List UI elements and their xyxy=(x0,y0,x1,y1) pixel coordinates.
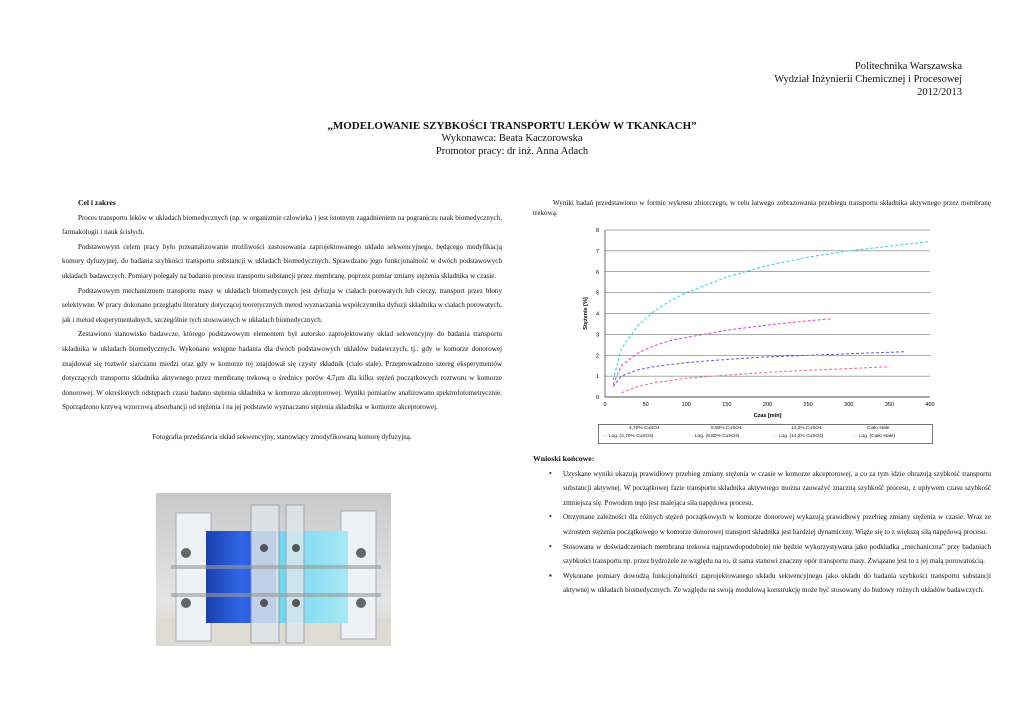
section-title: Cel i zakres xyxy=(78,198,116,207)
header xyxy=(774,60,962,99)
y-tick-label: 1 xyxy=(595,374,599,381)
x-tick-label: 250 xyxy=(803,402,813,408)
list-item: • Uzyskane wyniki ukazują prawidłowy przebieg zmiany stężenia w czasie w komorze akceptorowej, a co za tym idzie obrazują szybkość transportu substancji aktywnej. W początkowej fazie transportu składnika aktywnego można zauważyć znaczną szybkość procesu, z upływem czasu szybkość zmniejsza się. Powodem tego jest malejąca siła napędowa procesu. xyxy=(549,468,991,507)
bullet-icon: • xyxy=(549,512,552,522)
x-tick-label: 400 xyxy=(925,402,935,408)
legend-entry: - - Log. (Ciało stałe) xyxy=(853,434,896,439)
x-tick-label: 150 xyxy=(722,402,732,408)
y-tick-label: 2 xyxy=(595,353,599,360)
y-tick-label: 4 xyxy=(595,311,599,318)
y-tick-label: 0 xyxy=(595,395,599,401)
legend-entry: - - Log. (8,80% CuSO4) xyxy=(689,434,740,439)
y-tick-label: 5 xyxy=(595,290,599,297)
conclusions-title: Wnioski końcowe: xyxy=(533,454,595,463)
conclusions xyxy=(533,452,991,598)
y-tick-label: 8 xyxy=(595,228,599,234)
x-tick-label: 350 xyxy=(884,402,894,408)
paragraph: Podstawowym celem pracy było przeanalizowanie możliwości zastosowania zaprojektowanego układu sekwencyjnego, będącego modyfikacją komory dyfuzyjnej, do badania szybkości transportu substancji w układach biomedycznych. Sprawdzano jego funkcjonalność w dwóch podstawowych układach badawczych. Pomiary polegały na badaniu procesu transportu substancji przez membranę, poprzez pomiar zmiany stężenia składnika w czasie. xyxy=(62,242,502,280)
institution: Politechnika Warszawska xyxy=(854,61,962,72)
conclusions-list xyxy=(533,467,991,598)
diffusion-cell-photo xyxy=(156,493,391,646)
year: 2012/2013 xyxy=(917,87,962,98)
y-axis-label: Stężenie [%] xyxy=(583,297,589,330)
chart-intro: Wyniki badań przedstawiono w formie wykresu zbiorczego, w celu łatwego zobrazowania przebiegu transportu składnika aktywnego przez membranę trekową. xyxy=(533,199,991,217)
x-tick-label: 300 xyxy=(844,402,854,408)
list-item: • Stosowana w doświadczeniach membrana trekowa najprawdopodobniej nie będzie wykorzystywana jako podkładka „mechaniczna” przy badaniach szybkości transportu np. przez hydrożele ze względu na to, iż sama stanowi znaczny opór transportu masy. Związane jest to z jej małą porowatością. xyxy=(549,541,991,566)
photo-caption: Fotografia przedstawia układ sekwencyjny, stanowiący zmodyfikowaną komorę dyfuzyjną. xyxy=(152,432,412,441)
legend-entry: Ciało stałe xyxy=(867,426,890,431)
left-column xyxy=(62,196,502,445)
author: Wykonawca: Beata Kaczorowska xyxy=(441,133,583,144)
y-tick-label: 3 xyxy=(595,332,599,339)
chart-legend xyxy=(598,424,933,444)
bullet-icon: ▪ xyxy=(549,570,552,580)
x-tick-label: 100 xyxy=(681,402,691,408)
x-tick-label: 200 xyxy=(762,402,773,408)
series-line xyxy=(621,367,889,393)
faculty: Wydział Inżynierii Chemicznej i Procesowej xyxy=(774,74,962,85)
list-item: • Otrzymane zależności dla różnych stężeń początkowych w komorze donorowej wykazują prawidłowy przebieg zmiany stężenia w czasie. Wraz ze wzrostem stężenia początkowego w komorze donorowej transport składnika jest bardziej dynamiczny. Wiąże się to z większą siłą napędową procesu. xyxy=(549,512,991,536)
series-line xyxy=(613,242,930,381)
paragraph: Podstawowym mechanizmem transportu masy w układach biomedycznych jest dyfuzja w ciałach porowatych lub cieczy, transport przez błony selektywne. W pracy dokonano przeglądu literatury dotyczącej teoretycznych metod wyznaczania współczynnika dyfuzji składnika w ciałach porowatych, jak i metod eksperymentalnych, szczególnie tych stosowanych w układach biomedycznych. xyxy=(62,286,502,324)
paragraph: Proces transportu leków w układach biomedycznych (np. w organizmie człowieka ) jest istotnym zagadnieniem na pograniczu nauk biomedycznych, farmakologii i nauk ścisłych. xyxy=(62,213,502,237)
legend-entry: - - Log. (14,2% CuSO4) xyxy=(773,434,824,439)
page-title: „MODELOWANIE SZYBKOŚCI TRANSPORTU LEKÓW W TKANKACH” xyxy=(327,120,697,132)
legend-entry: 8,80% CuSO4 xyxy=(711,426,742,431)
bullet-icon: • xyxy=(549,541,552,551)
title-block xyxy=(0,120,1024,158)
x-tick-label: 50 xyxy=(642,402,649,408)
legend-entry: - - Log. (4,70% CuSO4) xyxy=(603,434,654,439)
series-line xyxy=(613,352,906,387)
y-tick-label: 6 xyxy=(595,269,599,276)
legend-entry: 4,70% CuSO4 xyxy=(629,426,660,431)
legend-entry: 14,2% CuSO4 xyxy=(791,426,822,431)
series-line xyxy=(613,319,832,385)
x-tick-label: 0 xyxy=(603,402,607,408)
concentration-chart xyxy=(565,222,945,447)
supervisor: Promotor pracy: dr inż. Anna Adach xyxy=(435,145,589,157)
y-tick-label: 7 xyxy=(595,248,599,255)
right-column xyxy=(533,198,991,218)
x-axis-label: Czas [min] xyxy=(753,413,782,419)
paragraph: Zestawiono stanowisko badawcze, którego podstawowym elementem był autorsko zaprojektowany układ sekwencyjny do badania transportu składnika w układach biomedycznych. Wykonano wstępne badania dla dwóch podstawowych układów badawczych, tj.: gdy w komorze donorowej znajdował się roztwór siarczanu miedzi oraz gdy w komorze tej znajdował się czysty składnik (ciało stałe). Przeprowadzono szereg eksperymentów dotyczących transportu składnika aktywnego przez membranę trekową o średnicy porów 4,7μm dla kilku stężeń początkowych roztworu w komorze donorowej. W określonych odstępach czasu badano stężenia składnika w komorze akceptorowej. Wyniki pomiarów analizowano spektrofotometrycznie. Sporządzono krzywą wzorcową absorbancji od stężenia i na jej podstawie wyznaczano stężenia składnika w komorze akceptorowej. xyxy=(62,330,502,412)
list-item: ▪ Wykonane pomiary dowodzą funkcjonalności zaprojektowanego układu sekwencyjnego jako układu do badania szybkości transportu substancji aktywnej w układach biomedycznych. Ze względu na swoją modułową konstrukcję może być stosowany do budowy różnych układów badawczych. xyxy=(549,570,991,595)
bullet-icon: • xyxy=(549,468,552,478)
